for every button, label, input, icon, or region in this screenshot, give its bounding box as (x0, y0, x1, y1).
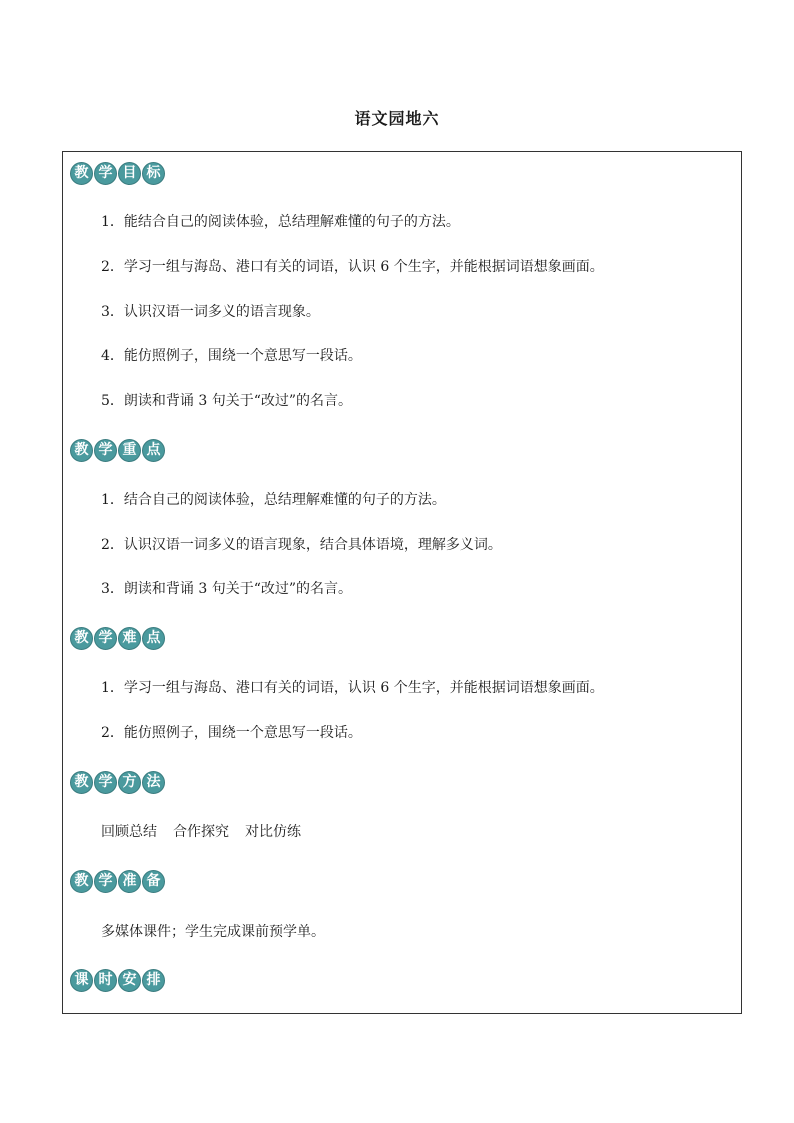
heading-char: 排 (142, 969, 165, 992)
heading-char: 学 (94, 627, 117, 650)
methods-list (101, 822, 301, 842)
goal-item: 4．能仿照例子，围绕一个意思写一段话。 (101, 348, 362, 364)
method-item: 回顾总结 (101, 824, 157, 840)
goal-item: 2．学习一组与海岛、港口有关的词语，认识 6 个生字，并能根据词语想象画面。 (101, 259, 604, 275)
heading-char: 教 (70, 771, 93, 794)
heading-char: 点 (142, 627, 165, 650)
heading-char: 准 (118, 870, 141, 893)
heading-char: 学 (94, 439, 117, 462)
heading-char: 标 (142, 162, 165, 185)
section-heading-methods (70, 771, 165, 794)
heading-char: 法 (142, 771, 165, 794)
section-heading-goals (70, 162, 165, 185)
heading-char: 重 (118, 439, 141, 462)
heading-char: 目 (118, 162, 141, 185)
heading-char: 学 (94, 162, 117, 185)
heading-char: 教 (70, 439, 93, 462)
preparation-text: 多媒体课件；学生完成课前预学单。 (101, 924, 325, 940)
method-item: 对比仿练 (245, 824, 301, 840)
heading-char: 备 (142, 870, 165, 893)
page-title: 语文园地六 (354, 109, 440, 128)
heading-char: 学 (94, 870, 117, 893)
heading-char: 教 (70, 870, 93, 893)
section-heading-schedule (70, 969, 165, 992)
difficulty-item: 1．学习一组与海岛、港口有关的词语，认识 6 个生字，并能根据词语想象画面。 (101, 680, 604, 696)
heading-char: 教 (70, 162, 93, 185)
key-point-item: 3．朗读和背诵 3 句关于“改过”的名言。 (101, 581, 353, 597)
goal-item: 3．认识汉语一词多义的语言现象。 (101, 304, 320, 320)
lesson-plan-frame (62, 151, 742, 1014)
heading-char: 难 (118, 627, 141, 650)
goal-item: 1．能结合自己的阅读体验，总结理解难懂的句子的方法。 (101, 214, 460, 230)
heading-char: 时 (94, 969, 117, 992)
heading-char: 学 (94, 771, 117, 794)
method-item: 合作探究 (173, 824, 229, 840)
heading-char: 课 (70, 969, 93, 992)
heading-char: 教 (70, 627, 93, 650)
heading-char: 点 (142, 439, 165, 462)
heading-char: 方 (118, 771, 141, 794)
section-heading-key-points (70, 439, 165, 462)
difficulty-item: 2．能仿照例子，围绕一个意思写一段话。 (101, 725, 362, 741)
goal-item: 5．朗读和背诵 3 句关于“改过”的名言。 (101, 393, 353, 409)
key-point-item: 2．认识汉语一词多义的语言现象，结合具体语境，理解多义词。 (101, 537, 502, 553)
section-heading-difficulties (70, 627, 165, 650)
key-point-item: 1．结合自己的阅读体验，总结理解难懂的句子的方法。 (101, 492, 446, 508)
section-heading-preparation (70, 870, 165, 893)
heading-char: 安 (118, 969, 141, 992)
